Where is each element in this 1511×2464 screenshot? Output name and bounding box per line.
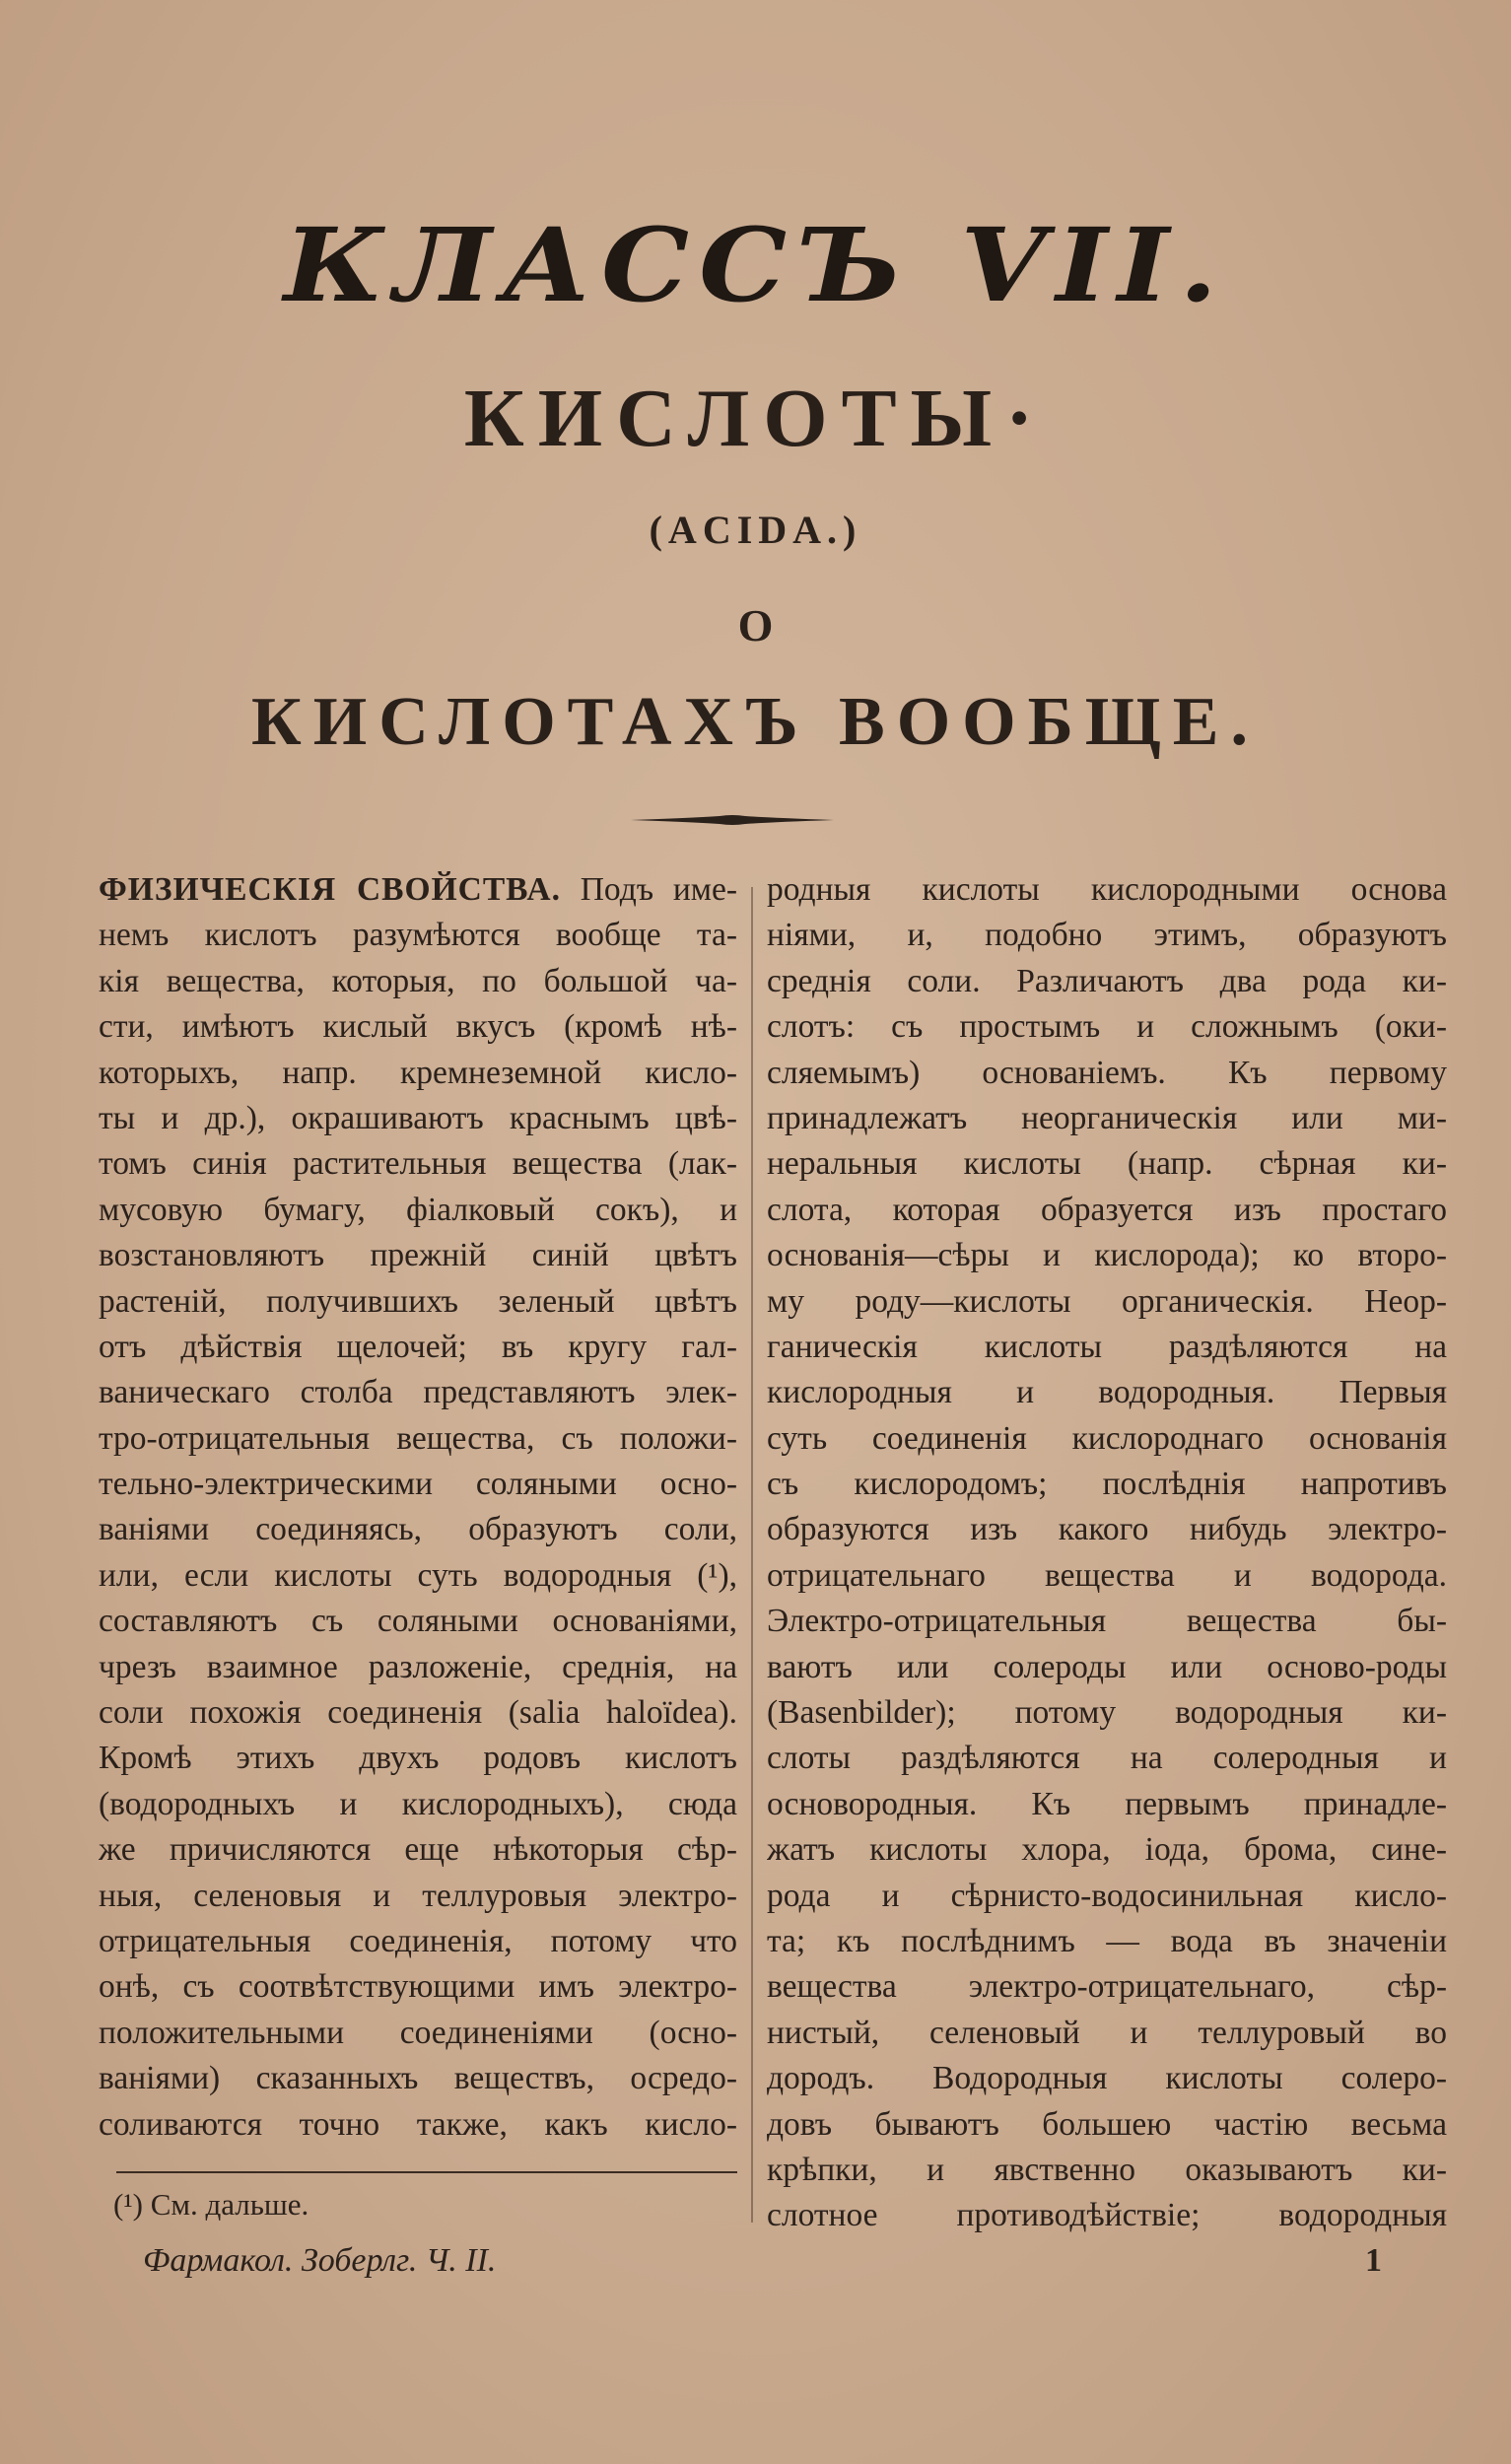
text-line: чрезъ взаимное разложеніе, среднія, на — [99, 1648, 737, 1685]
text-line: слота, которая образуется изъ простаго — [767, 1191, 1447, 1228]
text-line: вещества электро-отрицательнаго, сѣр- — [767, 1968, 1447, 2006]
text-line: съ кислородомъ; послѣднія напротивъ — [767, 1466, 1447, 1503]
text-line: му роду—кислоты органическія. Неор- — [767, 1282, 1447, 1320]
text-line: среднія соли. Различаютъ два рода ки- — [767, 962, 1447, 999]
text-line: (водородныхъ и кислородныхъ), сюда — [99, 1785, 737, 1822]
footnote-rule — [116, 2171, 737, 2173]
text-line: принадлежатъ неорганическія или ми- — [767, 1099, 1447, 1136]
text-line: ныя, селеновыя и теллуровыя электро- — [99, 1877, 737, 1914]
text-line: неральныя кислоты (напр. сѣрная ки- — [767, 1145, 1447, 1183]
text-line: родныя кислоты кислородными основа — [767, 871, 1447, 908]
text-line: соли похожія соединенія (salia haloïdea). — [99, 1694, 737, 1732]
text-line: томъ синія растительныя вещества (лак- — [99, 1145, 737, 1183]
text-line: дородъ. Водородныя кислоты солеро- — [767, 2060, 1447, 2097]
text-line: отъ дѣйствія щелочей; въ кругу гал- — [99, 1328, 737, 1365]
text-line: слотное противодѣйствіе; водородныя — [767, 2197, 1447, 2234]
text-line: онѣ, съ соотвѣтствующими имъ электро- — [99, 1968, 737, 2006]
text-line: (Basenbilder); потому водородныя ки- — [767, 1694, 1447, 1732]
text-line: Электро-отрицательныя вещества бы- — [767, 1603, 1447, 1640]
text-line: кислородныя и водородныя. Первыя — [767, 1374, 1447, 1411]
text-line: растеній, получившихъ зеленый цвѣтъ — [99, 1282, 737, 1320]
text-line: возстановляютъ прежній синій цвѣтъ — [99, 1237, 737, 1274]
right-column — [767, 867, 1447, 2239]
column-divider — [751, 887, 753, 2223]
text-line: крѣпки, и явственно оказываютъ ки- — [767, 2151, 1447, 2188]
text-line: основородныя. Къ первымъ принадле- — [767, 1785, 1447, 1822]
text-line: образуются изъ какого нибудь электро- — [767, 1511, 1447, 1548]
page-number: 1 — [1365, 2242, 1382, 2279]
text-line: сляемымъ) основаніемъ. Къ первому — [767, 1054, 1447, 1091]
text-line: которыхъ, напр. кремнеземной кисло- — [99, 1054, 737, 1091]
text-line: ніями, и, подобно этимъ, образуютъ — [767, 917, 1447, 954]
general-heading: КИСЛОТАХЪ ВООБЩЕ. — [251, 684, 1260, 760]
text-line: ганическія кислоты раздѣляются на — [767, 1328, 1447, 1365]
section-lead: ФИЗИЧЕСКІЯ СВОЙСТВА. — [99, 871, 561, 908]
text-line: ты и др.), окрашиваютъ краснымъ цвѣ- — [99, 1099, 737, 1136]
text-line: немъ кислотъ разумѣются вообще та- — [99, 917, 737, 954]
text-line: суть соединенія кислороднаго основанія — [767, 1419, 1447, 1457]
text-line: или, если кислоты суть водородныя (¹), — [99, 1556, 737, 1594]
text-line: нистый, селеновый и теллуровый во — [767, 2014, 1447, 2051]
latin-heading: (ACIDA.) — [649, 508, 862, 552]
text-line: основанія—сѣры и кислорода); ко второ- — [767, 1237, 1447, 1274]
text-line: составляютъ съ соляными основаніями, — [99, 1603, 737, 1640]
preposition-heading: О — [737, 600, 774, 650]
class-heading: КЛАССЪ VII. — [283, 206, 1228, 325]
text-line: тро-отрицательныя вещества, съ положи- — [99, 1419, 737, 1457]
text-line: мусовую бумагу, фіалковый сокъ), и — [99, 1191, 737, 1228]
text-line: ваніями соединяясь, образуютъ соли, — [99, 1511, 737, 1548]
text-line: жатъ кислоты хлора, іода, брома, сине- — [767, 1831, 1447, 1869]
text-line: положительными соединеніями (осно- — [99, 2014, 737, 2051]
text-line: сти, имѣютъ кислый вкусъ (кромѣ нѣ- — [99, 1008, 737, 1046]
text-line: слотъ: съ простымъ и сложнымъ (оки- — [767, 1008, 1447, 1046]
signature-mark: Фармакол. Зоберлг. Ч. II. — [143, 2242, 497, 2279]
text-line: же причисляются еще нѣкоторыя сѣр- — [99, 1831, 737, 1869]
text-line: та; къ послѣднимъ — вода въ значеніи — [767, 1922, 1447, 1959]
text-line: рода и сѣрнисто-водосинильная кисло- — [767, 1877, 1447, 1914]
text-line: отрицательнаго вещества и водорода. — [767, 1556, 1447, 1594]
text-line: ваютъ или солероды или осново-роды — [767, 1648, 1447, 1685]
text-line: кія вещества, которыя, по большой ча- — [99, 962, 737, 999]
acids-heading: КИСЛОТЫ· — [463, 373, 1048, 464]
text-line: слоты раздѣляются на солеродныя и — [767, 1740, 1447, 1777]
left-column — [99, 867, 737, 2148]
text-line: ваніями) сказанныхъ веществъ, осредо- — [99, 2060, 737, 2097]
ornament-rule — [631, 813, 834, 827]
text-line: довъ бываютъ большею частію весьма — [767, 2105, 1447, 2143]
text-line: соливаются точно также, какъ кисло- — [99, 2105, 737, 2143]
text-line: ваническаго столба представляютъ элек- — [99, 1374, 737, 1411]
text-line: Кромѣ этихъ двухъ родовъ кислотъ — [99, 1740, 737, 1777]
text-line: тельно-электрическими соляными осно- — [99, 1466, 737, 1503]
text-line: ФИЗИЧЕСКІЯ СВОЙСТВА. Подъ име- — [99, 871, 737, 908]
text-line: отрицательныя соединенія, потому что — [99, 1922, 737, 1959]
footnote: (¹) См. дальше. — [113, 2187, 309, 2222]
